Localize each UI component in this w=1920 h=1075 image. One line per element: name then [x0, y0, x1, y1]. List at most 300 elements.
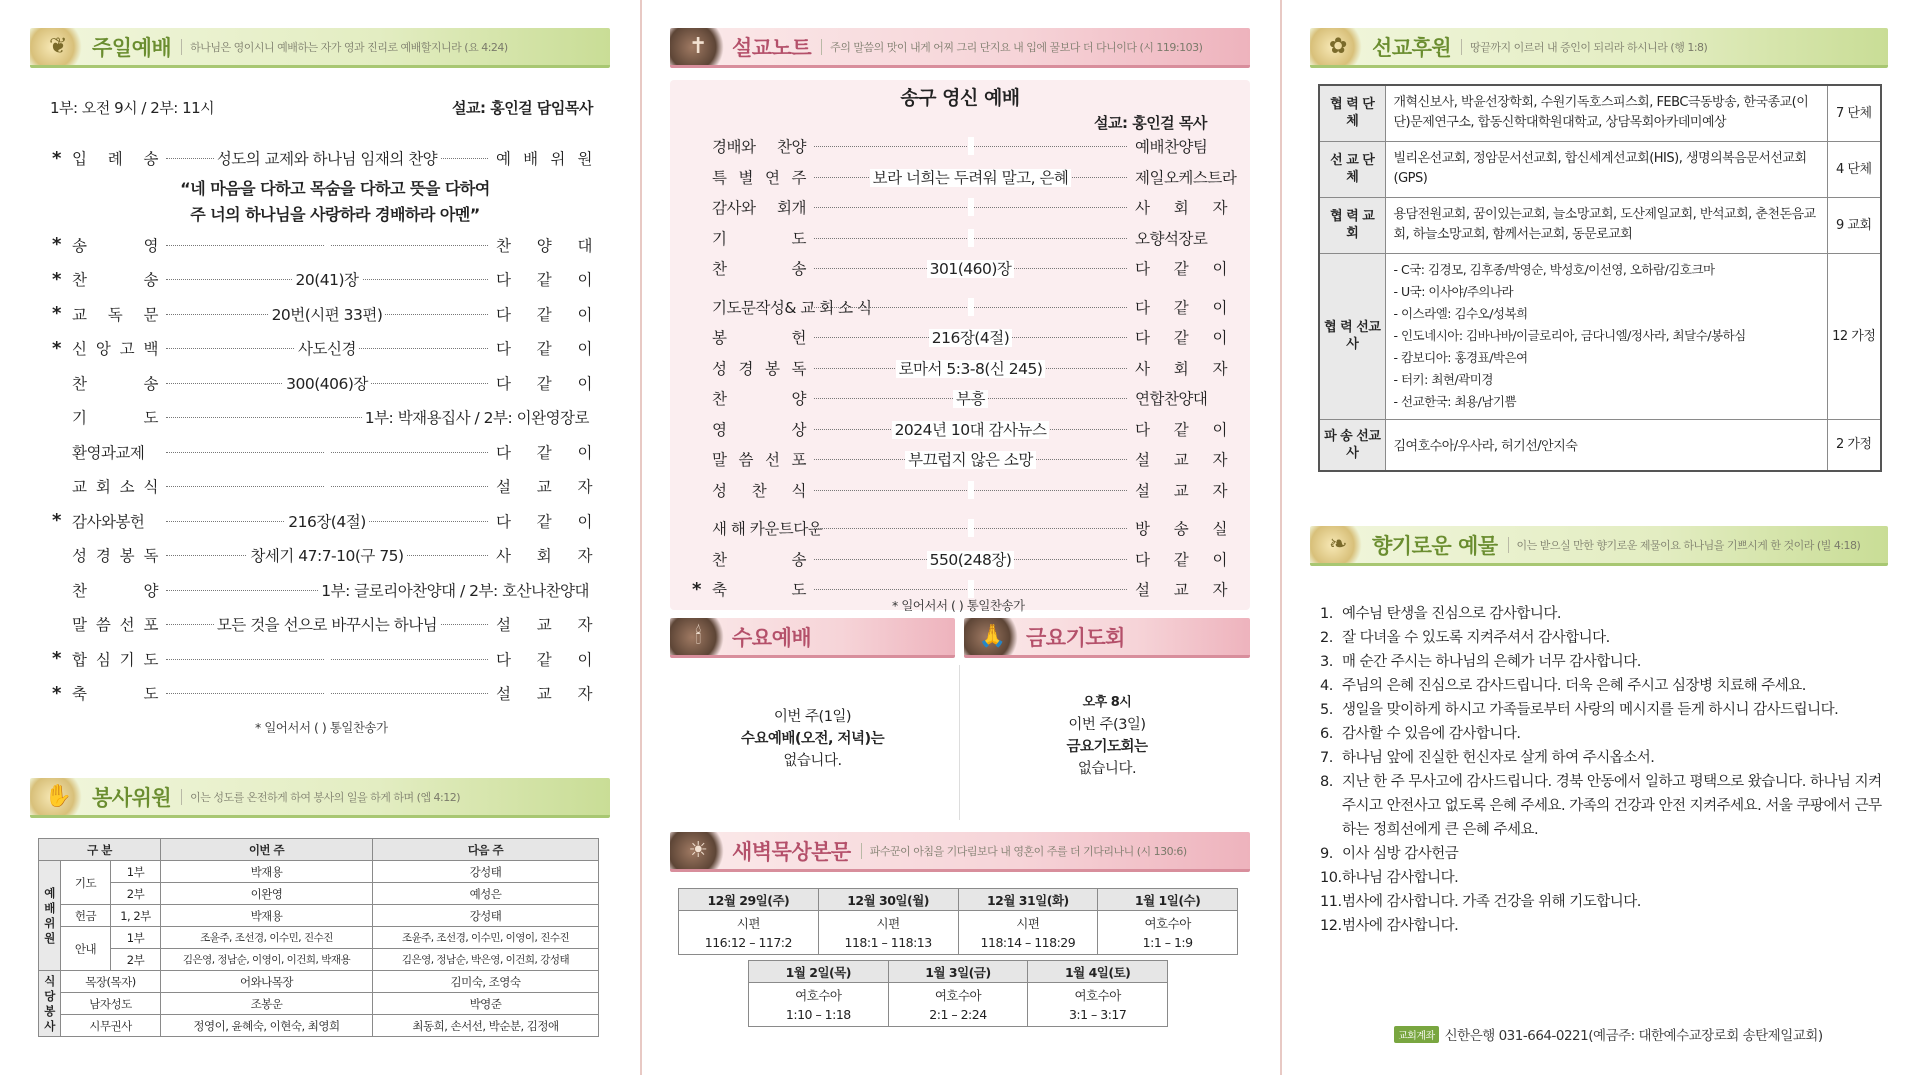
dawn-ref: 116:12 – 117:2 — [704, 934, 792, 950]
cell-sub: 1부 — [111, 861, 161, 883]
table-head-category: 구 분 — [39, 839, 161, 861]
mission-label: 파 송 선교사 — [1319, 419, 1385, 471]
list-item — [1320, 914, 1882, 938]
friday-title: 금요기도회 — [1026, 625, 1125, 650]
dawn-cell — [888, 983, 1028, 1027]
standing-mark: * — [52, 337, 61, 359]
sprout-icon: ❧ — [1310, 526, 1366, 565]
cell-next: 조윤주, 조선경, 이수민, 이영이, 진수진 — [373, 927, 599, 949]
order-item-leader: 다 같 이 — [496, 512, 592, 531]
dawn-day: 12월 31일(화) — [958, 889, 1098, 911]
order-item-leader: 다 같 이 — [496, 650, 592, 669]
order-item-leader: 오향석장로 — [1135, 229, 1208, 248]
dawn-ref: 1:10 – 1:18 — [785, 1006, 851, 1022]
order-item-detail — [324, 650, 330, 668]
list-number: 10. — [1320, 870, 1342, 886]
order-item-name: 교 회 소 식 — [72, 478, 158, 496]
bank-tag: 교회계좌 — [1394, 1026, 1439, 1043]
order-row — [52, 543, 592, 567]
group-kitchen: 식당봉사 — [39, 971, 61, 1037]
order-row — [692, 478, 1227, 502]
wednesday-header — [670, 618, 955, 658]
dawn-title: 새벽묵상본문 — [732, 839, 851, 864]
order-item-name: 찬 양 — [72, 581, 158, 600]
standing-mark: * — [52, 268, 61, 290]
order-item-leader: 방 송 실 — [1135, 520, 1227, 538]
list-number: 1. — [1320, 606, 1333, 622]
list-number: 8. — [1320, 774, 1333, 790]
verse-line-2: 주 너의 하나님을 사랑하라 경배하라 아멘” — [190, 205, 480, 224]
cell-this: 조윤주, 조선경, 이수민, 진수진 — [161, 927, 373, 949]
list-item — [1320, 866, 1882, 890]
list-number: 4. — [1320, 678, 1333, 694]
dawn-subtitle: 파수꾼이 아침을 기다림보다 내 영혼이 주를 더 기다리나니 (시 130:6) — [861, 843, 1187, 859]
cell-this: 조봉운 — [161, 993, 373, 1015]
order-item-leader: 다 같 이 — [496, 271, 592, 289]
dawn-book: 여호수아 — [795, 987, 842, 1003]
sunday-worship-title: 주일예배 — [92, 35, 172, 60]
order-item-detail — [968, 298, 974, 316]
order-item-name: 영 상 — [712, 420, 806, 439]
cell-category: 헌금 — [61, 905, 111, 927]
order-item-leader: 설 교 자 — [1135, 481, 1227, 500]
order-item-leader: 예 배 위 원 — [496, 150, 592, 168]
order-item-detail: 300(406)장 — [283, 375, 371, 393]
cell-category: 남자성도 — [61, 993, 161, 1015]
order-item-name: 입 례 송 — [72, 150, 158, 168]
mission-label: 선 교 단 체 — [1319, 141, 1385, 197]
standing-mark: * — [52, 147, 61, 169]
dawn-header — [670, 832, 1250, 872]
order-row — [52, 233, 592, 257]
order-row — [52, 440, 592, 464]
dawn-day: 12월 29일(주) — [679, 889, 819, 911]
list-number: 7. — [1320, 750, 1333, 766]
friday-line-3: 없습니다. — [1077, 761, 1137, 777]
standing-mark: * — [52, 682, 61, 704]
mission-label: 협 력 교 회 — [1319, 197, 1385, 253]
order-item-detail — [324, 236, 330, 254]
order-row — [692, 134, 1227, 158]
order-row — [52, 578, 592, 602]
dawn-book: 여호수아 — [934, 987, 982, 1003]
cell-next: 강성태 — [373, 905, 599, 927]
order-item-name: 축 도 — [712, 581, 806, 599]
order-item-leader: 설 교 자 — [496, 478, 592, 496]
dawn-day: 12월 30일(월) — [818, 889, 958, 911]
dawn-book: 여호수아 — [1074, 987, 1121, 1003]
list-item — [1320, 698, 1882, 722]
order-item-detail — [968, 519, 974, 537]
list-number: 11. — [1320, 894, 1342, 910]
order-item-detail: 사도신경 — [295, 340, 359, 358]
service-title: 봉사위원 — [92, 785, 172, 810]
table-row — [39, 927, 599, 949]
sunrise-icon: ☀ — [670, 832, 726, 871]
dawn-cell — [1028, 983, 1168, 1027]
mission-label: 협 력 선교사 — [1319, 253, 1385, 419]
order-row — [52, 647, 592, 671]
order-item-name: 축 도 — [72, 685, 158, 703]
sermon-title: 설교노트 — [732, 35, 812, 60]
missionary-item: - 선교한국: 최용/남기쁨 — [1393, 394, 1517, 409]
order-item-name: 합 심 기 도 — [72, 650, 158, 669]
table-row — [39, 993, 599, 1015]
order-item-detail: 20번(시편 33편) — [269, 306, 386, 324]
sermon-header — [670, 28, 1250, 68]
cell-this: 김은영, 정남순, 이영이, 이건희, 박재용 — [161, 949, 373, 971]
cell-category: 기도 — [61, 861, 111, 905]
order-row — [52, 146, 592, 170]
mission-text: 김여호수아/우사라, 허기선/안지숙 — [1385, 419, 1827, 471]
cell-this: 어와나목장 — [161, 971, 373, 993]
order-item-leader: 예배찬양팀 — [1135, 138, 1208, 156]
worship-footnote: * 일어서서 ( ) 통일찬송가 — [255, 720, 388, 735]
order-row — [692, 165, 1237, 189]
dawn-table-top — [678, 888, 1238, 955]
prayer-text: 하나님 감사합니다. — [1342, 870, 1459, 886]
list-item — [1320, 650, 1882, 674]
order-item-leader: 다 같 이 — [1135, 550, 1227, 569]
table-row — [39, 905, 599, 927]
list-number: 6. — [1320, 726, 1333, 742]
worship-order — [52, 146, 592, 716]
standing-mark: * — [52, 648, 61, 669]
order-item-leader: 제일오케스트라 — [1135, 168, 1237, 187]
prayer-text: 감사할 수 있음에 감사합니다. — [1342, 726, 1521, 742]
sermon-preacher: 설교: 홍인걸 목사 — [1094, 114, 1207, 132]
cell-this: 박재용 — [161, 905, 373, 927]
cell-sub: 2부 — [111, 949, 161, 971]
order-row — [692, 516, 1227, 540]
list-item — [1320, 890, 1882, 914]
order-item-detail: 216장(4절) — [285, 513, 369, 531]
cell-next: 강성태 — [373, 861, 599, 883]
candle-icon: 🕯 — [670, 618, 726, 657]
group-worship: 예배위원 — [39, 861, 61, 971]
order-row — [52, 681, 592, 705]
wednesday-line-3: 없습니다. — [783, 753, 842, 769]
order-item-name: 말 씀 선 포 — [712, 451, 806, 469]
order-item-leader: 설 교 자 — [496, 616, 592, 634]
list-item — [1320, 626, 1882, 650]
divider — [959, 665, 960, 820]
order-item-detail: 1부: 글로리아찬양대 / 2부: 호산나찬양대 — [318, 582, 592, 600]
column-mission — [1282, 0, 1920, 1075]
missionary-item: - 이스라엘: 김수오/성복희 — [1393, 306, 1528, 321]
hydrangea-icon: ✿ — [1310, 28, 1366, 67]
leaf-icon: ❦ — [30, 28, 86, 67]
wednesday-line-1: 이번 주(1일) — [773, 709, 852, 725]
cell-this: 정영이, 윤혜숙, 이현숙, 최영희 — [161, 1015, 373, 1037]
order-row — [52, 336, 592, 360]
order-item-detail: 성도의 교제와 하나님 임재의 찬양 — [214, 150, 440, 168]
service-times: 1부: 오전 9시 / 2부: 11시 — [50, 99, 215, 117]
dawn-day: 1월 1일(수) — [1098, 889, 1238, 911]
order-row — [52, 267, 592, 291]
dawn-table-bottom — [748, 960, 1168, 1027]
order-item-leader: 다 같 이 — [496, 374, 592, 393]
order-item-detail — [968, 137, 974, 155]
column-sermon — [642, 0, 1282, 1075]
table-row — [1319, 419, 1881, 471]
order-item-name: 교 독 문 — [72, 305, 158, 324]
cell-next: 김은영, 정남순, 박은영, 이건희, 강성태 — [373, 949, 599, 971]
list-item — [1320, 602, 1882, 626]
verse-line-1: “네 마음을 다하고 목숨을 다하고 뜻을 다하여 — [180, 179, 490, 198]
prayer-list — [1320, 602, 1882, 938]
dawn-day: 1월 4일(토) — [1028, 961, 1168, 983]
cell-next: 예성은 — [373, 883, 599, 905]
dawn-day: 1월 2일(목) — [749, 961, 889, 983]
order-item-leader: 설 교 자 — [1135, 451, 1227, 469]
order-item-name: 기도문작성& 교 회 소 식 — [712, 298, 872, 317]
order-item-leader: 다 같 이 — [496, 340, 592, 358]
sermon-footnote: * 일어서서 ( ) 통일찬송가 — [892, 598, 1025, 613]
order-item-detail — [968, 198, 974, 216]
order-item-detail: 창세기 47:7-10(구 75) — [247, 547, 406, 565]
mission-count: 9 교회 — [1827, 197, 1881, 253]
order-item-leader: 다 같 이 — [1135, 298, 1227, 317]
friday-notice — [964, 692, 1250, 780]
order-row — [52, 474, 592, 498]
cell-next: 박영준 — [373, 993, 599, 1015]
order-item-name: 말 씀 선 포 — [72, 616, 158, 634]
order-row — [692, 256, 1227, 280]
cell-category: 목장(목자) — [61, 971, 161, 993]
order-item-name: 기 도 — [72, 409, 158, 427]
order-item-leader: 연합찬양대 — [1135, 390, 1208, 408]
praying-hands-icon: 🙏 — [964, 618, 1020, 657]
order-item-name: 감사와봉헌 — [72, 512, 145, 531]
table-row — [39, 861, 599, 883]
dawn-cell — [749, 983, 889, 1027]
mission-text: 용담전원교회, 꿈이있는교회, 늘소망교회, 도산제일교회, 반석교회, 춘천돈음교회, 하늘소망교회, 함께서는교회, 동문로교회 — [1385, 197, 1827, 253]
table-row — [1319, 253, 1881, 419]
order-item-leader: 다 같 이 — [496, 443, 592, 462]
cell-this: 박재용 — [161, 861, 373, 883]
list-item — [1320, 674, 1882, 698]
order-item-detail: 20(41)장 — [292, 271, 361, 289]
order-item-detail: 부흥 — [953, 390, 988, 408]
order-item-detail — [324, 684, 330, 702]
order-item-leader: 다 같 이 — [1135, 260, 1227, 278]
list-number: 12. — [1320, 918, 1342, 934]
order-item-leader: 찬 양 대 — [496, 236, 592, 255]
order-item-name: 송 영 — [72, 236, 158, 255]
order-item-detail: 301(460)장 — [927, 260, 1015, 278]
dawn-book: 여호수아 — [1144, 915, 1191, 931]
sermon-heading: 송구 영신 예배 — [900, 87, 1020, 109]
standing-mark: * — [52, 510, 61, 531]
service-table — [38, 838, 599, 1037]
bank-account — [1394, 1024, 1823, 1044]
wednesday-title: 수요예배 — [732, 625, 812, 650]
sermon-order — [692, 134, 1237, 600]
standing-mark: * — [52, 234, 61, 255]
order-item-detail: 모든 것을 선으로 바꾸시는 하나님 — [214, 616, 440, 634]
list-number: 5. — [1320, 702, 1333, 718]
sunday-worship-header — [30, 28, 610, 68]
cell-this: 이완영 — [161, 883, 373, 905]
order-item-detail: 2024년 10대 감사뉴스 — [892, 421, 1050, 439]
order-item-name: 환영과교제 — [72, 443, 145, 462]
bank-text: 신한은행 031-664-0221(예금주: 대한예수교장로회 송탄제일교회) — [1444, 1028, 1823, 1044]
column-sunday — [0, 0, 642, 1075]
dawn-ref: 1:1 – 1:9 — [1142, 934, 1193, 950]
list-number: 2. — [1320, 630, 1333, 646]
order-item-name: 성 찬 식 — [712, 481, 806, 500]
dawn-cell — [1098, 911, 1238, 955]
order-row — [692, 226, 1227, 250]
prayer-text: 예수님 탄생을 진심으로 감사합니다. — [1342, 606, 1562, 622]
mission-count: 12 가정 — [1827, 253, 1881, 419]
prayer-text: 범사에 감사합니다. 가족 건강을 위해 기도합니다. — [1342, 894, 1641, 910]
order-row — [52, 405, 592, 429]
order-item-name: 찬 송 — [712, 550, 806, 569]
cell-sub: 2부 — [111, 883, 161, 905]
table-row — [1319, 197, 1881, 253]
dawn-day: 1월 3일(금) — [888, 961, 1028, 983]
missionary-item: - 캄보디아: 홍경표/박은여 — [1393, 350, 1528, 365]
wednesday-line-2: 수요예배(오전, 저녁)는 — [740, 731, 885, 747]
table-row — [39, 883, 599, 905]
order-item-name: 경배와 찬양 — [712, 138, 806, 156]
dawn-cell — [958, 911, 1098, 955]
friday-header — [964, 618, 1250, 658]
order-row — [52, 302, 592, 326]
prayer-text: 주님의 은혜 진심으로 감사드립니다. 더욱 은혜 주시고 심장병 치료해 주세요. — [1342, 678, 1806, 694]
order-item-detail — [968, 229, 974, 247]
mission-table — [1318, 84, 1882, 472]
order-item-detail: 부끄럽지 않은 소망 — [905, 451, 1036, 469]
order-item-detail: 보라 너희는 두려워 말고, 은혜 — [870, 169, 1072, 187]
list-item — [1320, 746, 1882, 770]
table-row — [39, 1015, 599, 1037]
prayer-header — [1310, 526, 1888, 566]
order-item-detail: 216장(4절) — [929, 329, 1013, 347]
bible-icon: ✝ — [670, 28, 726, 67]
order-item-name: 성 경 봉 독 — [72, 547, 158, 565]
standing-mark: * — [52, 303, 61, 324]
mission-label: 협 력 단 체 — [1319, 85, 1385, 141]
table-head-next-week: 다음 주 — [373, 839, 599, 861]
order-item-name: 봉 헌 — [712, 329, 806, 347]
hand-icon: ✋ — [30, 778, 86, 817]
mission-title: 선교후원 — [1372, 35, 1452, 60]
cell-sub: 1, 2부 — [111, 905, 161, 927]
prayer-subtitle: 이는 받으실 만한 향기로운 제물이요 하나님을 기쁘시게 한 것이라 (빌 4:18) — [1508, 537, 1861, 553]
order-item-detail — [968, 481, 974, 499]
order-item-leader: 사 회 자 — [496, 547, 592, 565]
dawn-ref: 3:1 – 3:17 — [1068, 1006, 1127, 1022]
order-item-detail — [324, 443, 330, 461]
order-row — [692, 195, 1227, 219]
table-row — [39, 949, 599, 971]
order-item-name: 찬 송 — [72, 271, 158, 289]
order-item-leader: 설 교 자 — [1135, 581, 1227, 599]
order-item-name: 새 해 카운트다운 — [712, 520, 823, 538]
missionary-item: - 터키: 최현/곽미경 — [1393, 372, 1493, 387]
order-item-leader: 다 같 이 — [1135, 420, 1227, 439]
cell-next: 김미숙, 조영숙 — [373, 971, 599, 993]
preacher-line: 설교: 홍인걸 담임목사 — [452, 99, 593, 117]
missionary-item: - C국: 김경모, 김후종/박영순, 박성호/이선영, 오하람/김호크마 — [1393, 262, 1715, 277]
missionary-item: - 인도네시아: 김바나바/이글로리아, 금다니엘/정사라, 최달수/봉하심 — [1393, 328, 1746, 343]
prayer-text: 매 순간 주시는 하나님의 은혜가 너무 감사합니다. — [1342, 654, 1641, 670]
order-item-detail: 550(248장) — [927, 551, 1015, 569]
table-row — [1319, 85, 1881, 141]
cell-next: 최동희, 손서선, 박순분, 김정애 — [373, 1015, 599, 1037]
mission-missionary-list — [1385, 253, 1827, 419]
prayer-text: 잘 다녀올 수 있도록 지켜주셔서 감사합니다. — [1342, 630, 1610, 646]
sunday-worship-subtitle: 하나님은 영이시니 예배하는 자가 영과 진리로 예배할지니라 (요 4:24) — [181, 39, 508, 55]
table-row — [39, 971, 599, 993]
mission-text: 빌리온선교회, 정암문서선교회, 합신세계선교회(HIS), 생명의복음문서선교회(GPS) — [1385, 141, 1827, 197]
order-item-name: 특 별 연 주 — [712, 168, 806, 187]
dawn-book: 시편 — [736, 915, 760, 931]
order-item-detail — [324, 477, 330, 495]
prayer-text: 범사에 감사합니다. — [1342, 918, 1459, 934]
order-row — [52, 612, 592, 636]
friday-time: 오후 8시 — [1082, 695, 1132, 710]
order-row — [692, 386, 1227, 410]
prayer-text: 하나님 앞에 진실한 헌신자로 살게 하여 주시옵소서. — [1342, 750, 1655, 766]
dawn-cell — [818, 911, 958, 955]
dawn-ref: 118:14 – 118:29 — [980, 934, 1076, 950]
missionary-item: - U국: 이사야/주의나라 — [1393, 284, 1514, 299]
list-item — [1320, 770, 1882, 842]
order-item-leader: 다 같 이 — [1135, 329, 1227, 347]
wednesday-notice — [670, 706, 955, 772]
mission-count: 7 단체 — [1827, 85, 1881, 141]
order-item-name: 찬 송 — [72, 374, 158, 393]
prayer-text: 이사 심방 감사헌금 — [1342, 846, 1459, 862]
service-subtitle: 이는 성도를 온전하게 하여 봉사의 일을 하게 하며 (엡 4:12) — [181, 789, 460, 805]
cell-category: 시무권사 — [61, 1015, 161, 1037]
order-item-name: 찬 양 — [712, 390, 806, 408]
order-item-leader: 사 회 자 — [1135, 359, 1227, 378]
mission-count: 2 가정 — [1827, 419, 1881, 471]
order-item-detail: 로마서 5:3-8(신 245) — [896, 360, 1046, 378]
order-row — [52, 371, 592, 395]
sermon-subtitle: 주의 말씀의 맛이 내게 어찌 그리 단지요 내 입에 꿀보다 더 다니이다 (시 119:103) — [821, 39, 1202, 55]
order-row — [692, 417, 1227, 441]
order-row — [692, 295, 1227, 319]
dawn-ref: 118:1 – 118:13 — [844, 934, 932, 950]
mission-count: 4 단체 — [1827, 141, 1881, 197]
order-item-name: 감사와 회개 — [712, 199, 806, 217]
dawn-book: 시편 — [876, 915, 900, 931]
mission-subtitle: 땅끝까지 이르러 내 증인이 되리라 하시니라 (행 1:8) — [1461, 39, 1707, 55]
order-row — [692, 356, 1227, 380]
order-item-name: 신 앙 고 백 — [72, 340, 158, 358]
order-row — [692, 547, 1227, 571]
table-row — [1319, 141, 1881, 197]
friday-line-1: 이번 주(3일) — [1068, 717, 1146, 733]
order-item-detail: 1부: 박재용집사 / 2부: 이완영장로 — [362, 409, 592, 427]
list-item — [1320, 842, 1882, 866]
cell-category: 안내 — [61, 927, 111, 971]
list-number: 9. — [1320, 846, 1333, 862]
prayer-text: 생일을 맞이하게 하시고 가족들로부터 사랑의 메시지를 듣게 하시니 감사드립니다. — [1342, 702, 1839, 718]
confession-verse — [40, 176, 630, 228]
dawn-cell — [679, 911, 819, 955]
dawn-book: 시편 — [1016, 915, 1040, 931]
order-item-leader: 사 회 자 — [1135, 199, 1227, 217]
cell-sub: 1부 — [111, 927, 161, 949]
order-item-name: 찬 송 — [712, 260, 806, 278]
